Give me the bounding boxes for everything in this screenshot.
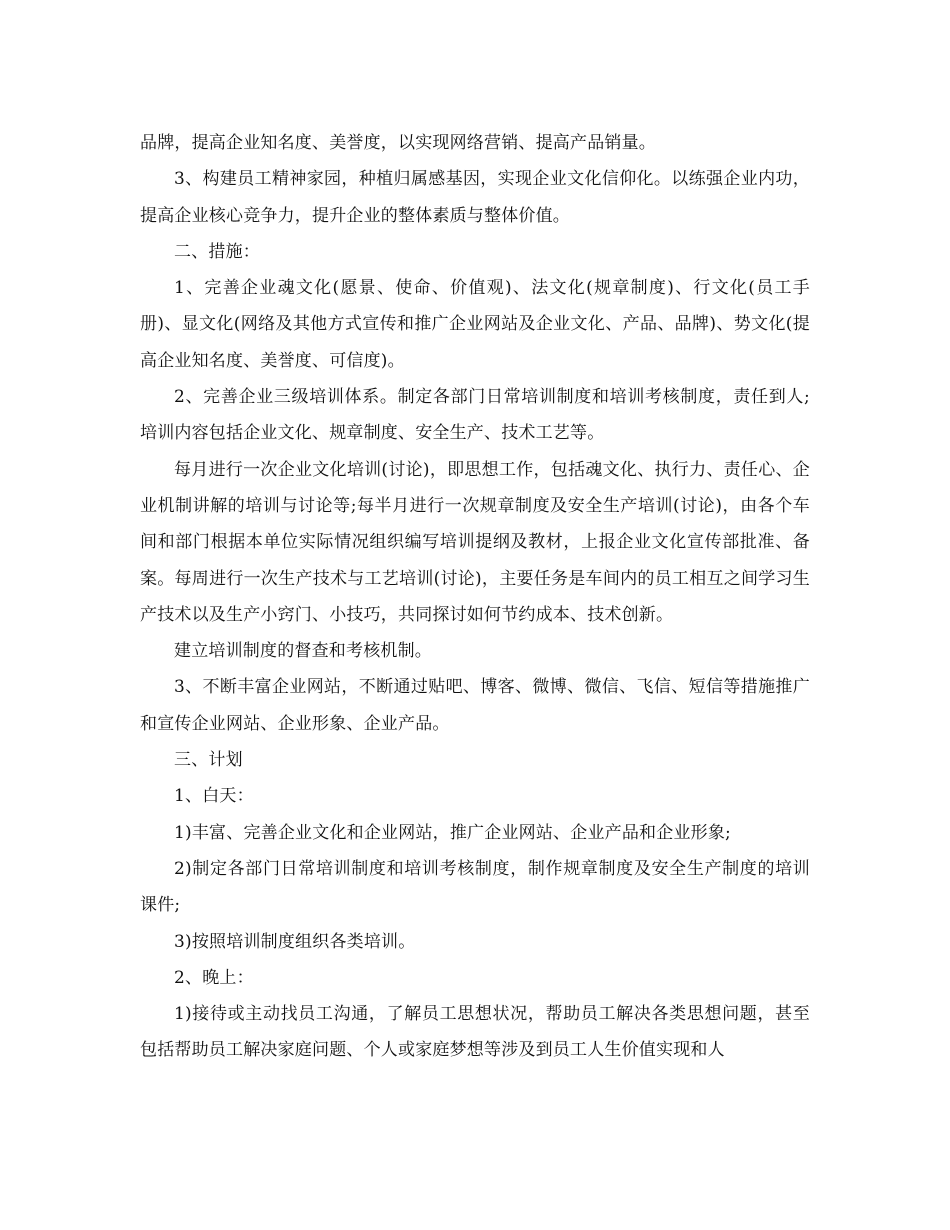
paragraph-training-schedule: 每月进行一次企业文化培训(讨论)，即思想工作，包括魂文化、执行力、责任心、企业机制讲解的培训与讨论等;每半月进行一次规章制度及安全生产培训(讨论)，由各个车间和部门根据本单位实际情况组织编写培训提纲及教材，上报企业文化宣传部批准、备案。每周进行一次生产技术与工艺培训(讨论)，主要任务是车间内的员工相互之间学习生产技术以及生产小窍门、小技巧，共同探讨如何节约成本、技术创新。 <box>140 459 810 625</box>
list-item-daytime-1: 1)丰富、完善企业文化和企业网站，推广企业网站、企业产品和企业形象; <box>174 822 731 843</box>
subheading-daytime: 1、白天： <box>174 786 254 807</box>
paragraph-brand-continuation: 品牌，提高企业知名度、美誉度，以实现网络营销、提高产品销量。 <box>140 133 656 153</box>
list-item-daytime-3: 3)按照培训制度组织各类培训。 <box>174 931 416 952</box>
section-heading-plan: 三、计划 <box>174 750 243 771</box>
paragraph-training-supervision: 建立培训制度的督查和考核机制。 <box>174 641 432 662</box>
section-heading-measures: 二、措施： <box>174 241 260 262</box>
list-item-evening-1: 1)接待或主动找员工沟通，了解员工思想状况，帮助员工解决各类思想问题，甚至包括帮助员工解决家庭问题、个人或家庭梦想等涉及到员工人生价值实现和人 <box>140 1004 810 1061</box>
subheading-evening: 2、晚上： <box>174 967 254 988</box>
list-item-daytime-2: 2)制定各部门日常培训制度和培训考核制度，制作规章制度及安全生产制度的培训课件; <box>140 858 810 916</box>
paragraph-measure-2: 2、完善企业三级培训体系。制定各部门日常培训制度和培训考核制度，责任到人;培训内容包括企业文化、规章制度、安全生产、技术工艺等。 <box>140 387 810 444</box>
document-body <box>140 125 810 1069</box>
paragraph-measure-3: 3、不断丰富企业网站，不断通过贴吧、博客、微博、微信、飞信、短信等措施推广和宣传企业网站、企业形象、企业产品。 <box>140 677 810 734</box>
paragraph-goal-3: 3、构建员工精神家园，种植归属感基因，实现企业文化信仰化。以练强企业内功，提高企业核心竞争力，提升企业的整体素质与整体价值。 <box>140 169 810 226</box>
paragraph-measure-1: 1、完善企业魂文化(愿景、使命、价值观)、法文化(规章制度)、行文化(员工手册)、显文化(网络及其他方式宣传和推广企业网站及企业文化、产品、品牌)、势文化(提高企业知名度、美誉度、可信度)。 <box>140 278 810 371</box>
